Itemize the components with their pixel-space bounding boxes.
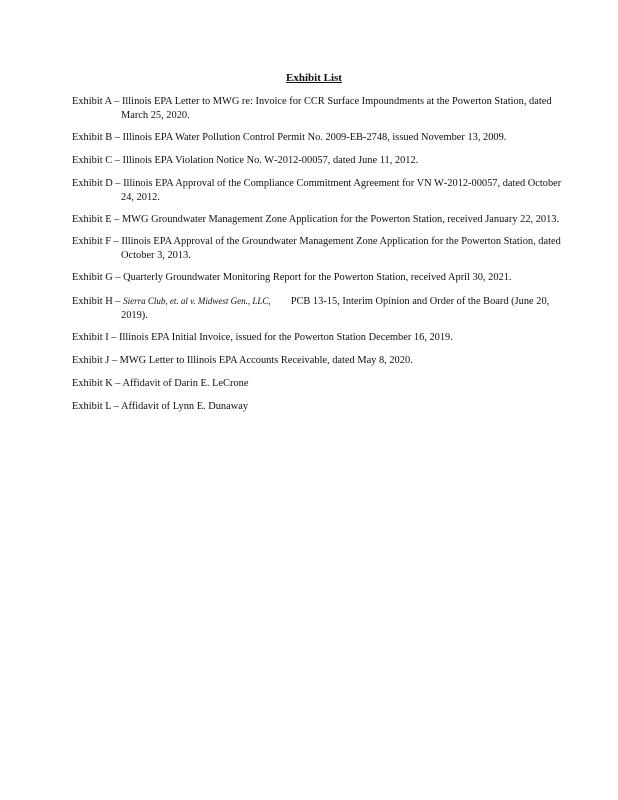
exhibit-entry-h: Exhibit H – Sierra Club, et. al v. Midwest Gen., LLC, PCB 13‑15, Interim Opinion and Order of the Board (June 20, 2019).: [72, 296, 550, 321]
exhibit-description: Illinois EPA Approval of the Compliance Commitment Agreement for VN W‑2012‑00057, dated October 24, 2012.: [121, 178, 562, 203]
page-title: Exhibit List: [286, 72, 342, 84]
exhibit-entry-e: Exhibit E – MWG Groundwater Management Zone Application for the Powerton Station, received January 22, 2013.: [72, 214, 560, 225]
exhibit-entry-f: Exhibit F – Illinois EPA Approval of the Groundwater Management Zone Application for the Powerton Station, dated October 3, 2013.: [72, 236, 561, 261]
exhibit-description: Affidavit of Lynn E. Dunaway: [120, 401, 249, 412]
exhibit-label: Exhibit D: [72, 178, 113, 189]
exhibit-entry-l: Exhibit L – Affidavit of Lynn E. Dunaway: [72, 401, 249, 412]
exhibit-entry-g: Exhibit G – Quarterly Groundwater Monitoring Report for the Powerton Station, received April 30, 2021.: [72, 272, 512, 283]
exhibit-label: Exhibit H: [72, 296, 113, 307]
case-citation: Sierra Club, et. al v. Midwest Gen., LLC,: [123, 296, 271, 306]
exhibit-description: Illinois EPA Initial Invoice, issued for the Powerton Station December 16, 2019.: [119, 332, 453, 343]
exhibit-description: Affidavit of Darin E. LeCrone: [122, 378, 249, 389]
exhibit-entry-j: Exhibit J – MWG Letter to Illinois EPA Accounts Receivable, dated May 8, 2020.: [72, 355, 413, 366]
exhibit-entry-k: Exhibit K – Affidavit of Darin E. LeCrone: [72, 378, 249, 389]
exhibit-label: Exhibit E: [72, 214, 112, 225]
exhibit-entry-i: Exhibit I – Illinois EPA Initial Invoice, issued for the Powerton Station December 16, 2019.: [72, 332, 453, 343]
exhibit-description: MWG Letter to Illinois EPA Accounts Receivable, dated May 8, 2020.: [119, 355, 413, 366]
exhibit-label: Exhibit L: [72, 401, 112, 412]
exhibit-label: Exhibit G: [72, 272, 113, 283]
exhibit-description: Quarterly Groundwater Monitoring Report for the Powerton Station, received April 30, 2021.: [123, 272, 512, 283]
exhibit-description: Illinois EPA Approval of the Groundwater Management Zone Application for the Powerton Station, dated October 3, 2013.: [121, 236, 561, 261]
exhibit-description: Illinois EPA Letter to MWG re: Invoice for CCR Surface Impoundments at the Powerton Station, dated March 25, 2020.: [121, 96, 552, 121]
exhibit-description: PCB 13‑15, Interim Opinion and Order of the Board (June 20, 2019).: [121, 296, 550, 321]
exhibit-entry-c: Exhibit C – Illinois EPA Violation Notice No. W‑2012‑00057, dated June 11, 2012.: [72, 155, 419, 166]
exhibit-description: Illinois EPA Water Pollution Control Permit No. 2009‑EB‑2748, issued November 13, 2009.: [122, 132, 507, 143]
exhibit-label: Exhibit A: [72, 96, 112, 107]
exhibit-entry-b: Exhibit B – Illinois EPA Water Pollution Control Permit No. 2009‑EB‑2748, issued November 13, 2009.: [72, 132, 507, 143]
exhibit-label: Exhibit I: [72, 332, 109, 343]
exhibit-label: Exhibit J: [72, 355, 110, 366]
exhibit-label: Exhibit B: [72, 132, 113, 143]
exhibit-label: Exhibit F: [72, 236, 111, 247]
exhibit-entry-d: Exhibit D – Illinois EPA Approval of the Compliance Commitment Agreement for VN W‑2012‑00057, dated October 24, 2012.: [72, 178, 562, 203]
exhibit-entry-a: Exhibit A – Illinois EPA Letter to MWG re: Invoice for CCR Surface Impoundments at the Powerton Station, dated March 25, 2020.: [72, 96, 552, 121]
exhibit-description: Illinois EPA Violation Notice No. W‑2012‑00057, dated June 11, 2012.: [122, 155, 419, 166]
exhibit-description: MWG Groundwater Management Zone Application for the Powerton Station, received January 22, 2013.: [121, 214, 560, 225]
exhibit-label: Exhibit K: [72, 378, 113, 389]
exhibit-list: [72, 95, 562, 423]
exhibit-label: Exhibit C: [72, 155, 113, 166]
